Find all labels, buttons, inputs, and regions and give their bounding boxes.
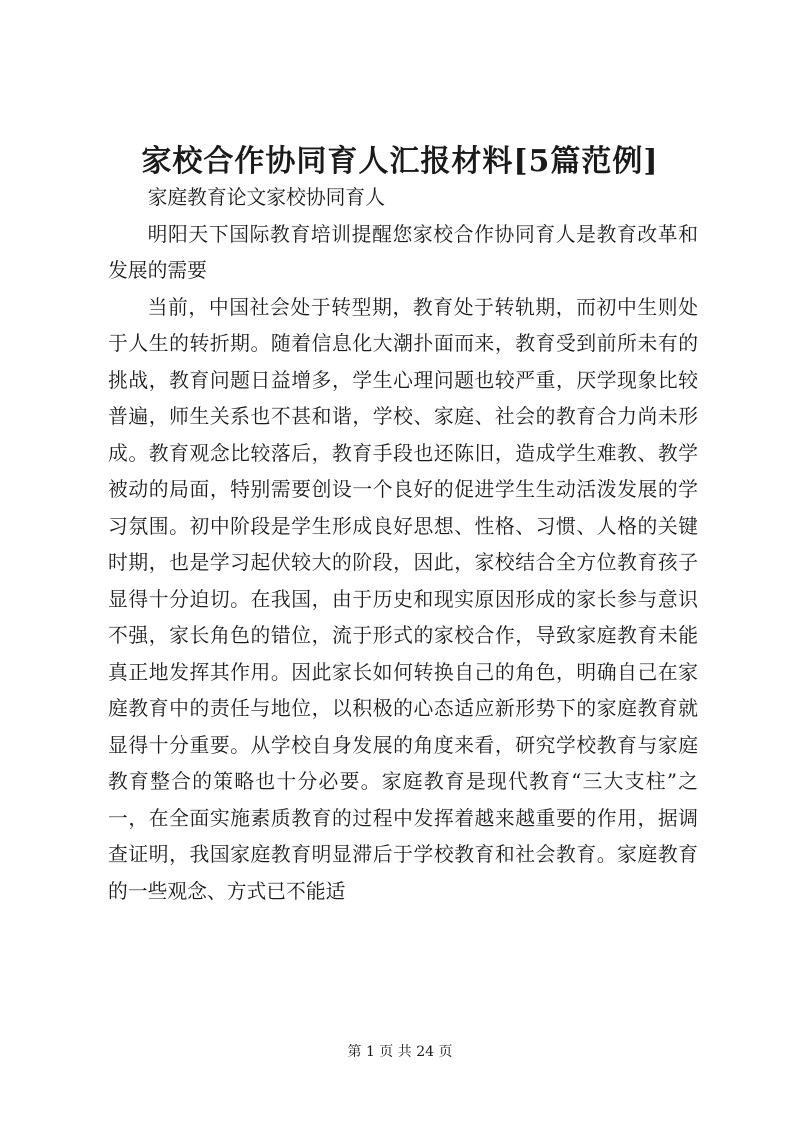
paragraph-main: 当前，中国社会处于转型期，教育处于转轨期，而初中生则处于人生的转折期。随着信息化大潮扑面而来，教育受到前所未有的挑战，教育问题日益增多，学生心理问题也较严重，厌学现象比较普遍，师生关系也不甚和谐，学校、家庭、社会的教育合力尚未形成。教育观念比较落后，教育手段也还陈旧，造成学生难教、教学被动的局面，特别需要创设一个良好的促进学生生动活泼发展的学习氛围。初中阶段是学生形成良好思想、性格、习惯、人格的关键时期，也是学习起伏较大的阶段，因此，家校结合全方位教育孩子显得十分迫切。在我国，由于历史和现实原因形成的家长参与意识不强，家长角色的错位，流于形式的家校合作，导致家庭教育未能真正地发挥其作用。因此家长如何转换自己的角色，明确自己在家庭教育中的责任与地位，以积极的心态适应新形势下的家庭教育就显得十分重要。从学校自身发展的角度来看，研究学校教育与家庭教育整合的策略也十分必要。家庭教育是现代教育“三大支柱”之一，在全面实施素质教育的过程中发挥着越来越重要的作用，据调查证明，我国家庭教育明显滞后于学校教育和社会教育。家庭教育的一些观念、方式已不能适 (108, 295, 698, 903)
document-title: 家校合作协同育人汇报材料[5篇范例] (141, 144, 659, 179)
page-number-footer: 第 1 页 共 24 页 (347, 1044, 453, 1060)
paragraph-subtitle: 家庭教育论文家校协同育人 (147, 186, 385, 209)
paragraph-intro: 明阳天下国际教育培训提醒您家校合作协同育人是教育改革和发展的需要 (108, 222, 698, 282)
document-body (108, 180, 698, 910)
